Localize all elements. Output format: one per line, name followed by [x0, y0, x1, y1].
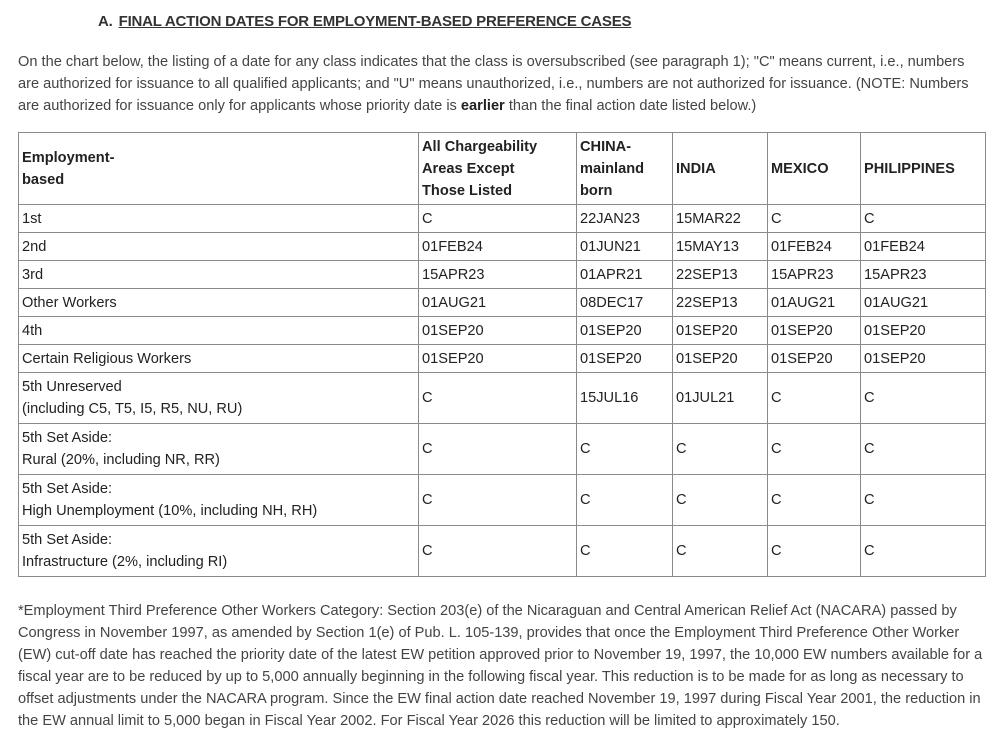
date-cell: 01AUG21	[419, 289, 577, 317]
date-cell: 01APR21	[577, 261, 673, 289]
date-cell: 15APR23	[419, 261, 577, 289]
date-cell: 01SEP20	[768, 317, 861, 345]
table-row	[19, 261, 986, 289]
date-cell: 01SEP20	[861, 317, 986, 345]
date-cell: 01AUG21	[768, 289, 861, 317]
category-cell	[19, 526, 419, 577]
date-cell: C	[861, 526, 986, 577]
table-row	[19, 526, 986, 577]
category-line: Infrastructure (2%, including RI)	[22, 554, 228, 570]
category-line: 5th Unreserved	[22, 379, 122, 395]
date-cell: 01SEP20	[673, 345, 768, 373]
column-header	[673, 133, 768, 205]
column-header-line: All Chargeability	[422, 138, 538, 155]
date-cell: 15APR23	[768, 261, 861, 289]
date-cell: C	[768, 526, 861, 577]
date-cell: C	[861, 205, 986, 233]
column-header-line: MEXICO	[771, 160, 829, 177]
date-cell: C	[419, 526, 577, 577]
category-cell	[19, 289, 419, 317]
date-cell: C	[577, 526, 673, 577]
date-cell: C	[419, 205, 577, 233]
intro-emphasis: earlier	[460, 98, 505, 114]
column-header	[861, 133, 986, 205]
date-cell: 22SEP13	[673, 289, 768, 317]
category-line: Certain Religious Workers	[22, 350, 192, 367]
column-header-line: Employment-	[22, 149, 115, 166]
date-cell: 01SEP20	[419, 317, 577, 345]
date-cell: C	[768, 373, 861, 424]
column-header	[577, 133, 673, 205]
table-header-row	[19, 133, 986, 205]
category-line: 4th	[22, 322, 43, 339]
date-cell: 08DEC17	[577, 289, 673, 317]
category-line: 5th Set Aside:	[22, 481, 113, 497]
date-cell: 22SEP13	[673, 261, 768, 289]
date-cell: 01FEB24	[768, 233, 861, 261]
date-cell: 01JUN21	[577, 233, 673, 261]
date-cell: C	[419, 373, 577, 424]
category-cell	[19, 373, 419, 424]
section-letter: A.	[98, 13, 113, 30]
category-cell	[19, 233, 419, 261]
category-line: 5th Set Aside:	[22, 532, 113, 548]
date-cell: 15APR23	[861, 261, 986, 289]
category-line: Rural (20%, including NR, RR)	[22, 452, 220, 468]
date-cell: 01FEB24	[861, 233, 986, 261]
table-body	[19, 205, 986, 577]
category-line: 2nd	[22, 238, 47, 255]
column-header-line: mainland	[580, 160, 645, 177]
category-cell	[19, 205, 419, 233]
date-cell: 01SEP20	[861, 345, 986, 373]
date-cell: 01SEP20	[577, 345, 673, 373]
column-header-line: based	[22, 171, 65, 188]
table-row	[19, 205, 986, 233]
column-header	[768, 133, 861, 205]
category-line: Other Workers	[22, 294, 117, 311]
column-header	[19, 133, 419, 205]
column-header-line: Areas Except	[422, 160, 515, 177]
date-cell: C	[768, 205, 861, 233]
category-line: 1st	[22, 210, 42, 227]
date-cell: 01SEP20	[419, 345, 577, 373]
date-cell: 15MAY13	[673, 233, 768, 261]
table-row	[19, 475, 986, 526]
date-cell: C	[419, 424, 577, 475]
date-cell: 01JUL21	[673, 373, 768, 424]
section-title: FINAL ACTION DATES FOR EMPLOYMENT-BASED PREFERENCE CASES	[118, 13, 632, 30]
date-cell: 01SEP20	[577, 317, 673, 345]
category-line: 3rd	[22, 266, 44, 283]
table-row	[19, 424, 986, 475]
date-cell: C	[673, 526, 768, 577]
intro-paragraph	[18, 51, 980, 117]
date-cell: 01SEP20	[768, 345, 861, 373]
intro-text-after: than the final action date listed below.)	[508, 98, 757, 114]
date-cell: 15MAR22	[673, 205, 768, 233]
date-cell: 01SEP20	[673, 317, 768, 345]
column-header-line: Those Listed	[422, 182, 513, 199]
date-cell: C	[768, 475, 861, 526]
date-cell: 01FEB24	[419, 233, 577, 261]
table-row	[19, 289, 986, 317]
table-row	[19, 233, 986, 261]
column-header-line: born	[580, 182, 613, 199]
table-row	[19, 373, 986, 424]
table-row	[19, 317, 986, 345]
category-line: (including C5, T5, I5, R5, NU, RU)	[22, 401, 243, 417]
date-cell: C	[861, 373, 986, 424]
category-cell	[19, 345, 419, 373]
category-cell	[19, 261, 419, 289]
table-row	[19, 345, 986, 373]
date-cell: 15JUL16	[577, 373, 673, 424]
final-action-dates-table	[18, 132, 986, 577]
category-line: 5th Set Aside:	[22, 430, 113, 446]
column-header-line: PHILIPPINES	[864, 160, 955, 177]
column-header	[419, 133, 577, 205]
date-cell: C	[673, 475, 768, 526]
category-cell	[19, 424, 419, 475]
date-cell: C	[673, 424, 768, 475]
category-cell	[19, 317, 419, 345]
date-cell: C	[419, 475, 577, 526]
date-cell: C	[861, 475, 986, 526]
date-cell: C	[768, 424, 861, 475]
category-cell	[19, 475, 419, 526]
date-cell: 01AUG21	[861, 289, 986, 317]
date-cell: C	[861, 424, 986, 475]
column-header-line: INDIA	[676, 160, 716, 177]
date-cell: 22JAN23	[577, 205, 673, 233]
section-heading	[98, 13, 631, 30]
column-header-line: CHINA-	[580, 138, 632, 155]
date-cell: C	[577, 475, 673, 526]
date-cell: C	[577, 424, 673, 475]
footnote-paragraph: *Employment Third Preference Other Workers Category: Section 203(e) of the Nicaraguan and Central American Relief Act (NACARA) passed by Congress in November 1997, as amended by Section 1(e) of Pub. L. 105-139, provides that once the Employment Third Preference Other Worker (EW) cut-off date has reached the priority date of the latest EW petition approved prior to November 19, 1997, the 10,000 EW numbers available for a fiscal year are to be reduced by up to 5,000 annually beginning in the following fiscal year. This reduction is to be made for as long as necessary to offset adjustments under the NACARA program. Since the EW final action date reached November 19, 1997 during Fiscal Year 2001, the reduction in the EW annual limit to 5,000 began in Fiscal Year 2002. For Fiscal Year 2026 this reduction will be limited to approximately 150.	[18, 603, 983, 729]
intro-text-before: On the chart below, the listing of a date for any class indicates that the class is oversubscribed (see paragraph 1); "C" means current, i.e., numbers are authorized for issuance to all qualified applicants; and "U" means unauthorized, i.e., numbers are not authorized for issuance. (NOTE: Numbers are authorized for issuance only for applicants whose priority date is	[18, 54, 969, 114]
category-line: High Unemployment (10%, including NH, RH)	[22, 503, 318, 519]
